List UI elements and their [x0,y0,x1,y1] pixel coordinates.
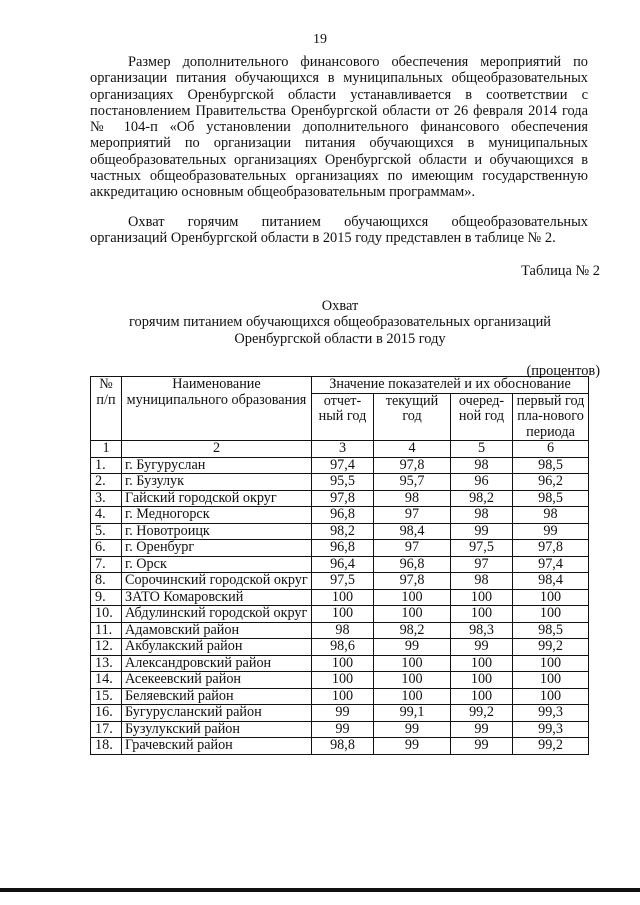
value-reporting-year: 95,5 [312,474,374,491]
value-current-year: 99 [374,639,451,656]
value-next-year: 98 [451,507,513,524]
value-reporting-year: 98,6 [312,639,374,656]
row-number: 15. [91,688,122,705]
row-number: 10. [91,606,122,623]
value-reporting-year: 97,8 [312,490,374,507]
value-current-year: 97,8 [374,457,451,474]
value-current-year: 100 [374,589,451,606]
row-number: 9. [91,589,122,606]
value-first-planning-year: 96,2 [513,474,589,491]
value-reporting-year: 98 [312,622,374,639]
value-current-year: 98,4 [374,523,451,540]
value-first-planning-year: 99,3 [513,705,589,722]
municipality-name: Бугурусланский район [122,705,312,722]
table-caption-line-1: Охват [321,298,359,314]
table-row [91,672,589,689]
header-reporting-year: отчет-ный год [312,393,374,441]
value-reporting-year: 100 [312,655,374,672]
value-next-year: 98 [451,573,513,590]
value-reporting-year: 100 [312,589,374,606]
value-next-year: 100 [451,589,513,606]
table-row [91,523,589,540]
column-number: 5 [451,441,513,458]
municipality-name: Сорочинский городской округ [122,573,312,590]
value-reporting-year: 97,4 [312,457,374,474]
municipality-name: г. Медногорск [122,507,312,524]
value-current-year: 97 [374,540,451,557]
table-caption-line-3: Оренбургской области в 2015 году [234,331,446,347]
value-current-year: 99 [374,721,451,738]
value-reporting-year: 100 [312,672,374,689]
row-number: 4. [91,507,122,524]
value-next-year: 100 [451,655,513,672]
municipality-name: г. Бузулук [122,474,312,491]
value-reporting-year: 96,8 [312,540,374,557]
table-row [91,738,589,755]
municipality-name: Бузулукский район [122,721,312,738]
value-current-year: 99 [374,738,451,755]
table-row [91,622,589,639]
column-number: 6 [513,441,589,458]
municipality-name: Гайский городской округ [122,490,312,507]
value-first-planning-year: 99 [513,523,589,540]
row-number: 7. [91,556,122,573]
value-current-year: 99,1 [374,705,451,722]
municipality-name: г. Оренбург [122,540,312,557]
paragraph-financing: Размер дополнительного финансового обеспечения мероприятий по организации питания обучающихся в муниципальных общеобразовательных организациях Оренбургской области устанавливается в соответствии с постановлением Правительства Оренбургской области от 26 февраля 2014 года № 104-п «Об установлении дополнительного финансового обеспечения мероприятий по организации питания обучающихся в муниципальных общеобразовательных организациях Оренбургской области и обучающихся в частных общеобразовательных организациях по имеющим государственную аккредитацию основным общеобразовательным программам». [90,54,588,201]
value-reporting-year: 96,8 [312,507,374,524]
value-current-year: 95,7 [374,474,451,491]
table-row [91,556,589,573]
table-units: (процентов) [526,363,600,379]
header-name: Наименование муниципального образования [122,377,312,441]
value-reporting-year: 99 [312,705,374,722]
value-next-year: 99 [451,721,513,738]
value-current-year: 100 [374,606,451,623]
value-current-year: 100 [374,688,451,705]
municipality-name: ЗАТО Комаровский [122,589,312,606]
column-number: 4 [374,441,451,458]
municipality-name: Александровский район [122,655,312,672]
value-reporting-year: 97,5 [312,573,374,590]
municipality-name: Грачевский район [122,738,312,755]
value-current-year: 98 [374,490,451,507]
value-current-year: 97,8 [374,573,451,590]
value-first-planning-year: 100 [513,589,589,606]
municipality-name: Адамовский район [122,622,312,639]
table-row [91,606,589,623]
header-num: № п/п [91,377,122,441]
value-reporting-year: 98,8 [312,738,374,755]
municipality-name: Абдулинский городской округ [122,606,312,623]
table-row [91,540,589,557]
row-number: 17. [91,721,122,738]
value-current-year: 97 [374,507,451,524]
value-first-planning-year: 100 [513,672,589,689]
row-number: 16. [91,705,122,722]
value-first-planning-year: 98,5 [513,457,589,474]
value-next-year: 100 [451,606,513,623]
table-row [91,655,589,672]
municipality-name: г. Бугуруслан [122,457,312,474]
value-next-year: 100 [451,672,513,689]
row-number: 1. [91,457,122,474]
row-number: 12. [91,639,122,656]
column-number: 3 [312,441,374,458]
value-first-planning-year: 98,5 [513,490,589,507]
table-row [91,507,589,524]
value-current-year: 100 [374,655,451,672]
table-row [91,705,589,722]
value-reporting-year: 100 [312,688,374,705]
municipality-name: Беляевский район [122,688,312,705]
value-current-year: 100 [374,672,451,689]
header-current-year: текущий год [374,393,451,441]
municipality-name: г. Новотроицк [122,523,312,540]
row-number: 2. [91,474,122,491]
value-next-year: 97 [451,556,513,573]
value-first-planning-year: 99,3 [513,721,589,738]
table-row [91,457,589,474]
value-next-year: 97,5 [451,540,513,557]
table-row [91,721,589,738]
value-next-year: 100 [451,688,513,705]
value-next-year: 99,2 [451,705,513,722]
header-first-planning-year: первый год пла-нового периода [513,393,589,441]
value-next-year: 98 [451,457,513,474]
municipality-name: Акбулакский район [122,639,312,656]
value-first-planning-year: 98 [513,507,589,524]
value-reporting-year: 96,4 [312,556,374,573]
value-reporting-year: 99 [312,721,374,738]
municipality-name: г. Орск [122,556,312,573]
row-number: 3. [91,490,122,507]
paragraph-coverage: Охват горячим питанием обучающихся общеобразовательных организаций Оренбургской области в 2015 году представлен в таблице № 2. [90,214,588,247]
value-current-year: 96,8 [374,556,451,573]
table-row [91,688,589,705]
value-first-planning-year: 100 [513,688,589,705]
value-first-planning-year: 99,2 [513,639,589,656]
value-first-planning-year: 100 [513,606,589,623]
row-number: 11. [91,622,122,639]
value-reporting-year: 100 [312,606,374,623]
value-next-year: 99 [451,639,513,656]
value-current-year: 98,2 [374,622,451,639]
value-first-planning-year: 98,5 [513,622,589,639]
row-number: 5. [91,523,122,540]
value-reporting-year: 98,2 [312,523,374,540]
value-first-planning-year: 97,8 [513,540,589,557]
row-number: 18. [91,738,122,755]
value-first-planning-year: 97,4 [513,556,589,573]
header-next-year: очеред-ной год [451,393,513,441]
page-number: 19 [313,32,327,47]
table-row [91,639,589,656]
coverage-table [90,376,589,755]
row-number: 13. [91,655,122,672]
table-row [91,490,589,507]
table-row [91,589,589,606]
table-row [91,573,589,590]
page-bottom-rule [0,888,640,892]
value-first-planning-year: 100 [513,655,589,672]
table-row [91,474,589,491]
value-next-year: 98,3 [451,622,513,639]
value-first-planning-year: 99,2 [513,738,589,755]
value-first-planning-year: 98,4 [513,573,589,590]
column-number: 2 [122,441,312,458]
table-number: Таблица № 2 [521,263,600,279]
row-number: 14. [91,672,122,689]
column-numbers-row [91,441,589,458]
value-next-year: 96 [451,474,513,491]
row-number: 8. [91,573,122,590]
value-next-year: 99 [451,523,513,540]
value-next-year: 98,2 [451,490,513,507]
table-caption-line-2: горячим питанием обучающихся общеобразовательных организаций [129,314,551,330]
row-number: 6. [91,540,122,557]
column-number: 1 [91,441,122,458]
value-next-year: 99 [451,738,513,755]
municipality-name: Асекеевский район [122,672,312,689]
header-group: Значение показателей и их обоснование [312,377,589,394]
